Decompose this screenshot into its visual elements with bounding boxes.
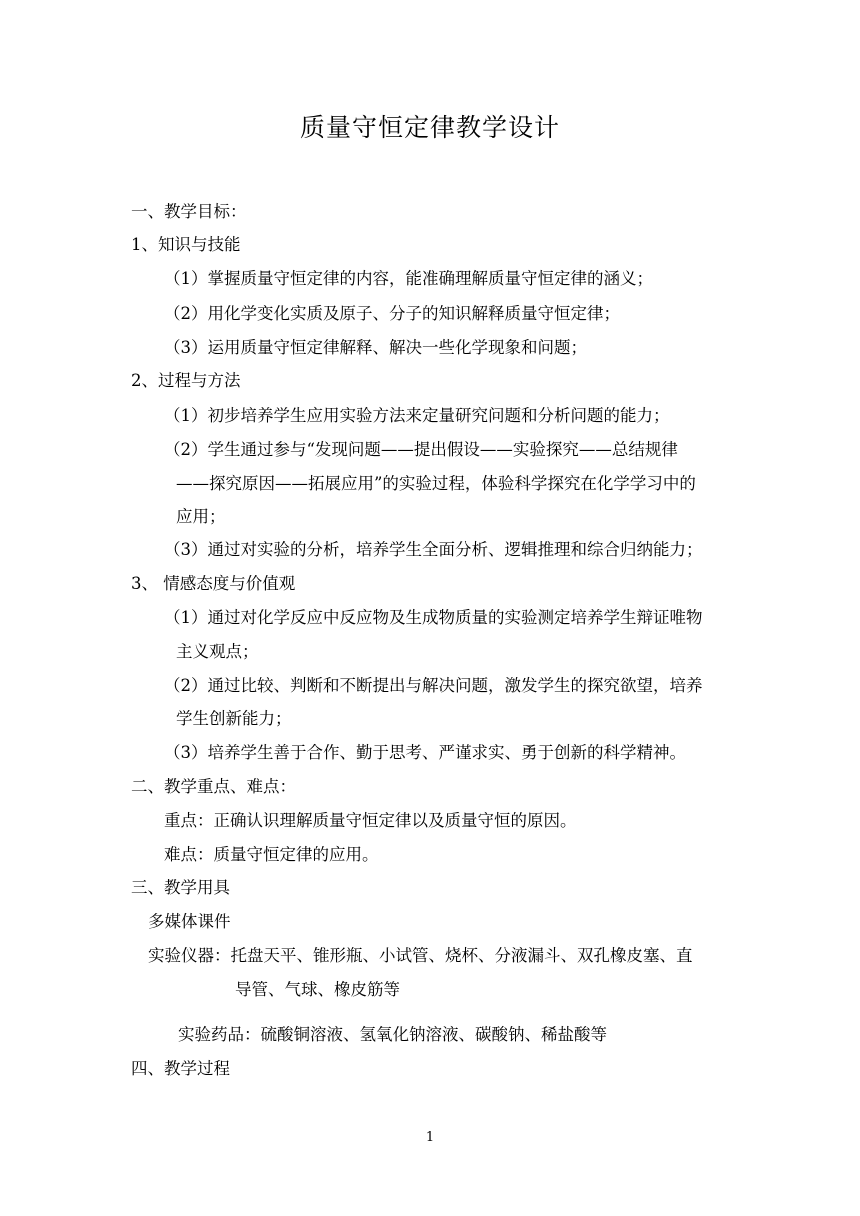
- section-3-heading: 三、教学用具: [131, 878, 230, 897]
- multimedia-item: 多媒体课件: [148, 912, 231, 931]
- instruments-line-1: 实验仪器：托盘天平、锥形瓶、小试管、烧杯、分液漏斗、双孔橡皮塞、直: [148, 946, 693, 965]
- page-number: 1: [425, 1130, 435, 1145]
- attitude-item-1-line-2: 主义观点；: [176, 642, 259, 661]
- section-4-heading: 四、教学过程: [131, 1059, 230, 1078]
- process-item-2-line-1: （2）学生通过参与“发现问题——提出假设——实验探究——总结规律: [164, 440, 678, 459]
- attitude-item-2-line-1: （2）通过比较、判断和不断提出与解决问题，激发学生的探究欲望，培养: [164, 676, 703, 695]
- subsection-1-1-heading: 1、知识与技能: [131, 235, 241, 254]
- attitude-item-2-line-2: 学生创新能力；: [176, 709, 292, 728]
- subsection-1-2-heading: 2、过程与方法: [131, 371, 241, 390]
- process-item-2-line-2: ——探究原因——拓展应用”的实验过程，体验科学探究在化学学习中的: [176, 474, 696, 493]
- reagents-item: 实验药品：硫酸铜溶液、氢氧化钠溶液、碳酸钠、稀盐酸等: [178, 1025, 607, 1044]
- instruments-line-2: 导管、气球、橡皮筋等: [235, 980, 400, 999]
- section-2-heading: 二、教学重点、难点：: [131, 777, 296, 796]
- knowledge-item-2: （2）用化学变化实质及原子、分子的知识解释质量守恒定律；: [164, 304, 620, 323]
- process-item-3: （3）通过对实验的分析，培养学生全面分析、逻辑推理和综合归纳能力；: [164, 540, 703, 559]
- difficult-point: 难点：质量守恒定律的应用。: [164, 845, 379, 864]
- knowledge-item-1: （1）掌握质量守恒定律的内容，能准确理解质量守恒定律的涵义；: [164, 269, 653, 288]
- subsection-1-3-heading: 3、 情感态度与价值观: [131, 574, 296, 593]
- document-title: 质量守恒定律教学设计: [299, 113, 560, 142]
- attitude-item-3: （3）培养学生善于合作、勤于思考、严谨求实、勇于创新的科学精神。: [164, 743, 686, 762]
- process-item-1: （1）初步培养学生应用实验方法来定量研究问题和分析问题的能力；: [164, 406, 670, 425]
- process-item-2-line-3: 应用；: [176, 507, 226, 526]
- attitude-item-1-line-1: （1）通过对化学反应中反应物及生成物质量的实验测定培养学生辩证唯物: [164, 608, 703, 627]
- section-1-heading: 一、教学目标：: [131, 202, 247, 221]
- key-point: 重点：正确认识理解质量守恒定律以及质量守恒的原因。: [164, 811, 577, 830]
- knowledge-item-3: （3）运用质量守恒定律解释、解决一些化学现象和问题；: [164, 338, 587, 357]
